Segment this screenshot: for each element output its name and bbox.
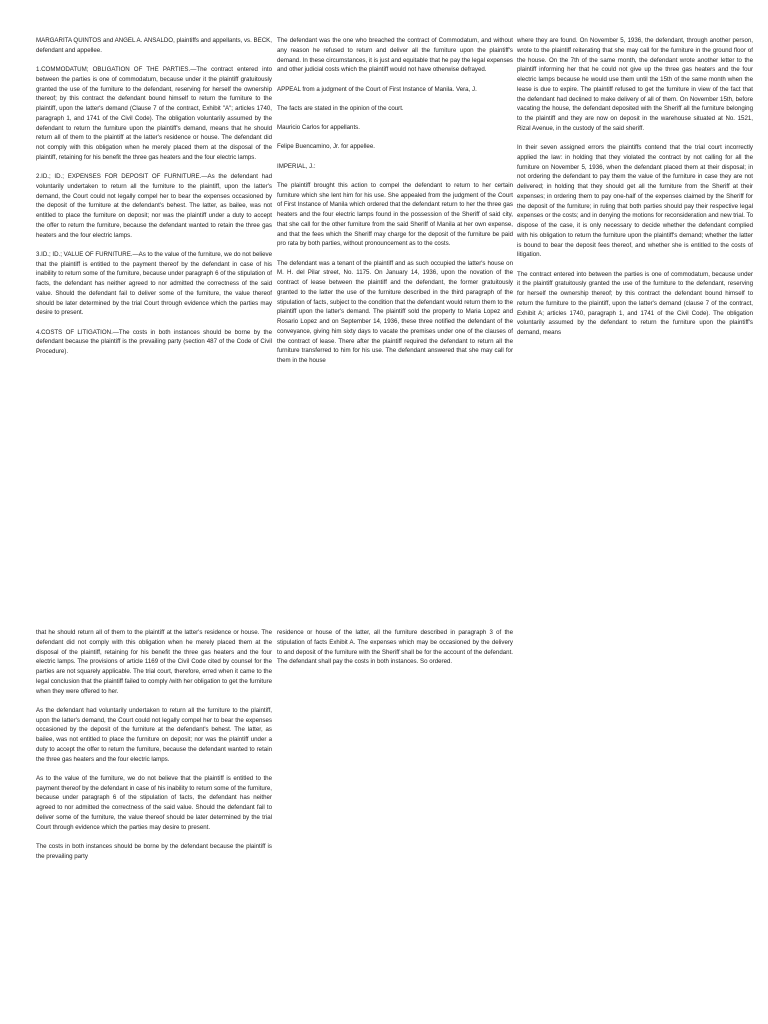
- counsel-appellants: Mauricio Carlos for appellants.: [277, 124, 360, 131]
- column-4: [36, 628, 272, 871]
- body-paragraph: As to the value of the furniture, we do not believe that the plaintiff is entitled to the payment thereof by the defendant in case of his inability to return some of the furniture, because under paragraph 6 of the stipulation of facts, the defendant has neither agreed to nor admitted the correctness of the said value. Should the defendant fail to deliver some of the furniture, the value thereof should be later determined by the trial Court through evidence which the parties may desire to present.: [36, 774, 272, 831]
- body-paragraph: As the defendant had voluntarily undertaken to return all the furniture to the plaintiff, upon the latter's demand, the Court could not legally compel her to bear the expenses occasioned by the deposit of the furniture at the defendant's behest. The latter, as bailee, was not entitled to place the furniture on deposit; nor was the plaintiff under a duty to accept the offer to return the furniture, because the defendant wanted to retain the three gas heaters and the four electric lamps.: [36, 706, 272, 763]
- syllabus-paragraph: 1.COMMODATUM; OBLIGATION OF THE PARTIES.—The contract entered into between the parties is one of commodatum, because under it the plaintiff gratuitously granted the use of the furniture to the defendant, reserving for herself the ownership thereof; by this contract the defendant bound himself to return the furniture to the plaintiff, upon the latter's demand (Clause 7 of the contract, Exhibit "A"; articles 1740, paragraph 1, and 1741 of the Civil Code). The obligation voluntarily assumed by the defendant to return the furniture upon the plaintiff's demand, means that he should return all of them to the plaintiff at the latter's residence or house. The defendant did not comply with this obligation when he merely placed them at the disposal of the plaintiff, retaining for his benefit the three gas heaters and the four electric lamps.: [36, 66, 272, 161]
- facts-line: The facts are stated in the opinion of the court.: [277, 104, 404, 112]
- syllabus-paragraph: 2.ID.; ID.; EXPENSES FOR DEPOSIT OF FURNITURE.—As the defendant had voluntarily undertaken to return all the furniture to the plaintiff, upon the latter's demand, the Court could not legally compel her to bear the expenses occasioned by the deposit of the furniture at the defendant's behest. The latter, as bailee, was not entitled to place the furniture on deposit; nor was the plaintiff under a duty to accept the offer to return the furniture, because the defendant wanted to retain the three gas heaters and the four electric lamps.: [36, 173, 272, 239]
- body-paragraph: that he should return all of them to the plaintiff at the latter's residence or house. The defendant did not comply with this obligation when he merely placed them at the disposal of the plaintiff, retaining for his benefit the three gas heaters and the four electric lamps. The provisions of article 1169 of the Civil Code cited by counsel for the parties are not squarely applicable. The trial court, therefore, erred when it came to the legal conclusion that the plaintiff failed to comply /with her obligation to get the furniture when they were offered to her.: [36, 629, 272, 695]
- column-2: [277, 36, 513, 375]
- body-paragraph: The defendant was a tenant of the plaintiff and as such occupied the latter's house on M. H. del Pilar street, No. 1175. On January 14, 1936, upon the novation of the contract of lease between the plaintiff and the defendant, the former gratuitously granted to the latter the use of the furniture described in the third paragraph of the stipulation of facts, subject to the condition that the defendant would return them to the plaintiff upon the latter's demand. The plaintiff sold the property to Maria Lopez and Rosario Lopez and on September 14, 1936, these three notified the defendant of the conveyance, giving him sixty days to vacate the premises under one of the clauses of the contract of lease. There after the plaintiff required the defendant to return all the furniture transferred to him for his use. The defendant answered that she may call for them in the house: [277, 259, 513, 364]
- body-paragraph: The costs in both instances should be borne by the defendant because the plaintiff is the prevailing party: [36, 842, 272, 860]
- syllabus-paragraph: 3.ID.; ID.; VALUE OF FURNITURE.—As to the value of the furniture, we do not believe that the plaintiff is entitled to the payment thereof by the defendant in case of his inability to return some of the furniture, because under paragraph 6 of the stipulation of facts, the defendant has neither agreed to nor admitted the correctness of the said value. Should the defendant fail to deliver some of the furniture, the value thereof should be later determined by the trial Court through evidence which the parties may desire to present.: [36, 250, 272, 317]
- ponente: IMPERIAL, J.:: [277, 162, 316, 170]
- body-paragraph: The plaintiff brought this action to compel the defendant to return to her certain furniture which she lent him for his use. She appealed from the judgment of the Court of First Instance of Manila which ordered that the defendant return to her the three gas heaters and the four electric lamps found in the possession of the Sheriff of said city, that she call for the other furniture from the said Sheriff of Manila at her own expense, and that the fees which the Sheriff may charge for the deposit of the furniture be paid pro rata by both parties, without pronouncement as to the costs.: [277, 181, 513, 248]
- syllabus-paragraph: 4.COSTS OF LITIGATION.—The costs in both instances should be borne by the defendant because the plaintiff is the prevailing party (section 487 of the Code of Civil Procedure).: [36, 328, 272, 355]
- counsel-appellee: Felipe Buencamino, Jr. for appellee.: [277, 143, 375, 151]
- case-title: MARGARITA QUINTOS and ANGEL A. ANSALDO, plaintiffs and appellants, vs. BECK, defendant and appellee.: [36, 37, 272, 54]
- column-1: [36, 36, 272, 366]
- body-paragraph: residence or house of the latter, all the furniture described in paragraph 3 of the stipulation of facts Exhibit A. The expenses which may be occasioned by the delivery to and deposit of the furniture with the Sheriff shall be for the account of the defendant. The defendant shall pay the costs in both instances. So ordered.: [277, 629, 513, 666]
- column-5: [277, 628, 513, 677]
- appeal-line: APPEAL from a judgment of the Court of First Instance of Manila. Vera, J.: [277, 85, 477, 93]
- body-paragraph: The contract entered into between the parties is one of commodatum, because under it the plaintiff gratuitously granted the use of the furniture to the defendant, reserving for herself the ownership thereof; by this contract the defendant bound himself to return the furniture to the plaintiff, upon the latter's demand (clause 7 of the contract, Exhibit A; articles 1740, paragraph 1, and 1741 of the Civil Code). The obligation voluntarily assumed by the defendant to return the furniture upon the plaintiff's demand, means: [517, 270, 753, 336]
- syllabus-paragraph: The defendant was the one who breached the contract of Commodatum, and without any reason he refused to return and deliver all the furniture upon the plaintiff's demand. In these circumstances, it is just and equitable that he pay the legal expenses and other judicial costs which the plaintiff would not have otherwise defrayed.: [277, 37, 513, 74]
- body-paragraph: where they are found. On November 5, 1936, the defendant, through another person, wrote to the plaintiff reiterating that she may call for the furniture in the ground floor of the house. On the 7th of the same month, the defendant wrote another letter to the plaintiff informing her that he could not give up the three gas heaters and the four electric lamps because he would use them until the 15th of the same month when the lease is due to expire. The plaintiff refused to get the furniture in view of the fact that the defendant had declined to make delivery of all of them. On November 15th, before vacating the house, the defendant deposited with the Sheriff all the furniture belonging to the plaintiff and they are now on deposit in the warehouse situated at No. 1521, Rizal Avenue, in the custody of the said sheriff.: [517, 37, 753, 132]
- column-3: [517, 36, 753, 347]
- body-paragraph: In their seven assigned errors the plaintiffs contend that the trial court incorrectly applied the law: in holding that they violated the contract by not calling for all the furniture on November 5, 1936, when the defendant placed them at their disposal; in not ordering the defendant to pay them the value of the furniture in case they are not delivered; in holding that they should get all the furniture from the Sheriff at their expenses; in ordering them to pay one-half of the expenses claimed by the Sheriff for the deposit of the furniture; in ruling that both parties should pay their respective legal expenses or the costs; and in denying the motions for reconsideration and new trial. To dispose of the case, it is only necessary to decide whether the defendant complied with his obligation to return the furniture upon the plaintiff's demand; whether the latter is bound to bear the deposit fees thereof, and whether she is entitled to the costs of litigation.: [517, 144, 753, 259]
